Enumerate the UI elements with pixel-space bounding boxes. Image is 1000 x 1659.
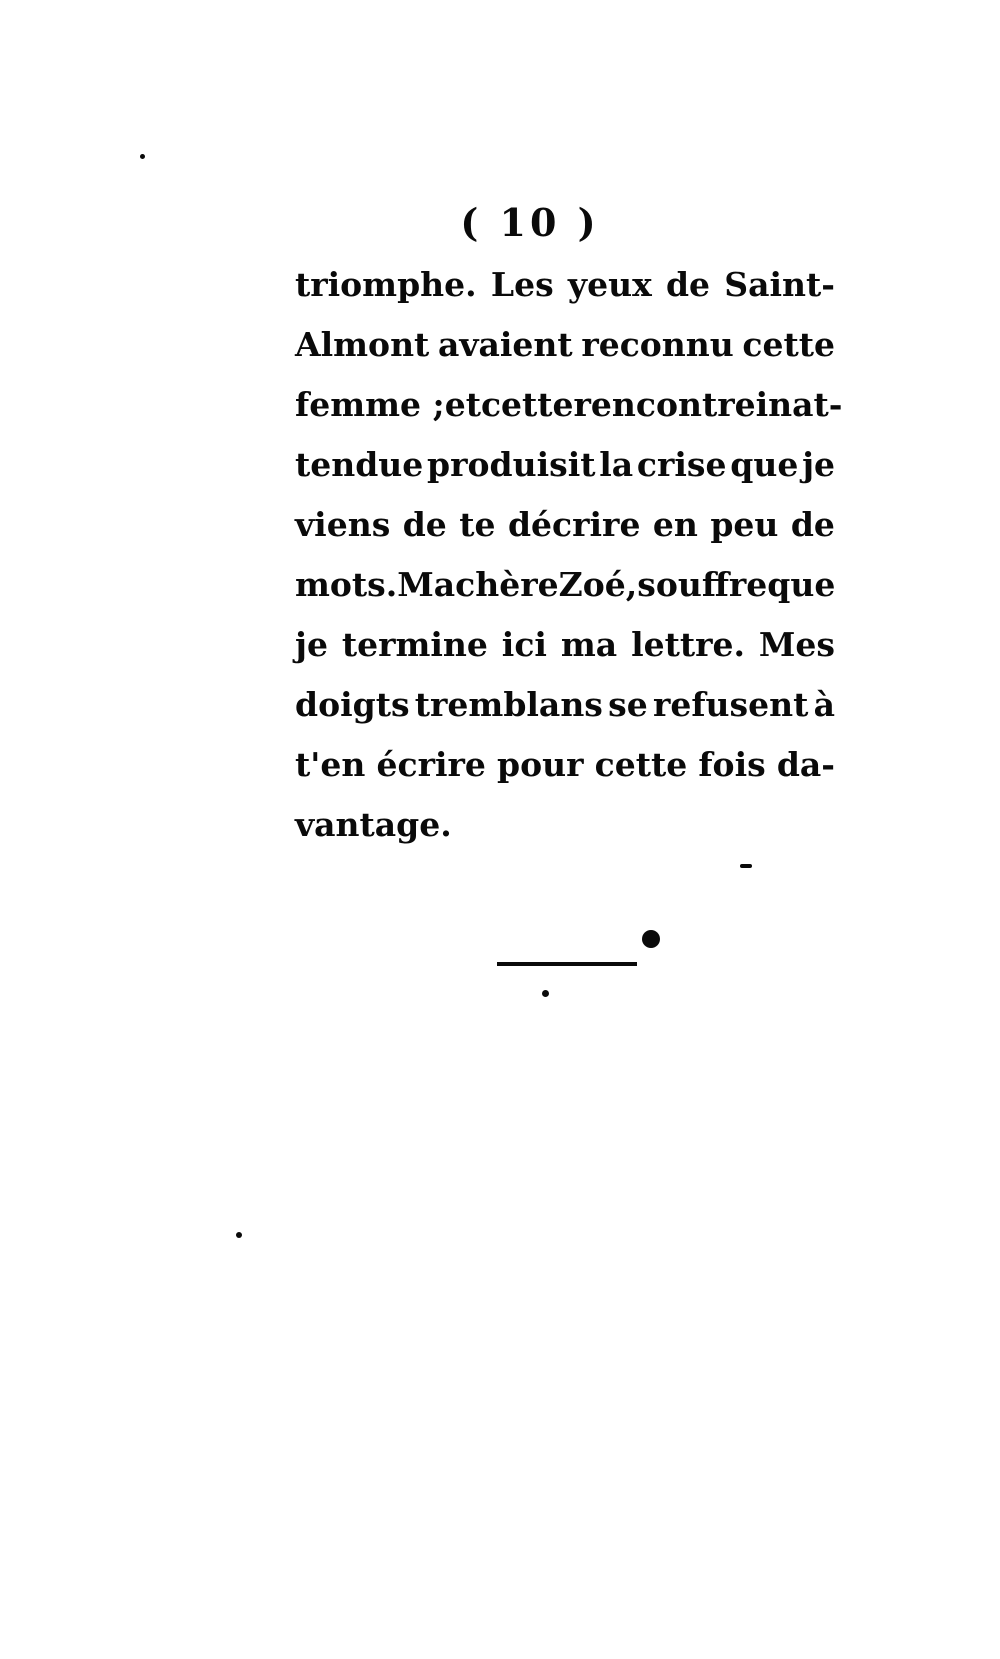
ink-speck (140, 154, 145, 159)
text-line (295, 435, 835, 495)
word: en (652, 505, 698, 544)
word: souffre (637, 565, 768, 604)
word: termine (341, 625, 488, 664)
word: mots. (295, 565, 398, 604)
word: pour (497, 745, 584, 784)
word: je (802, 445, 835, 484)
word: produisit (427, 445, 596, 484)
text-line (295, 795, 835, 855)
word: chère (455, 565, 559, 604)
word: Saint- (724, 265, 835, 304)
body-text (295, 255, 843, 855)
word: inat- (755, 385, 843, 424)
ink-speck (642, 930, 660, 948)
page-number: ( 10 ) (460, 200, 600, 245)
word: Almont (295, 325, 430, 364)
word: décrire (507, 505, 641, 544)
text-line (295, 315, 835, 375)
word: fois (698, 745, 766, 784)
ink-speck (542, 990, 549, 997)
word: la (599, 445, 634, 484)
text-line (295, 495, 835, 555)
word: vantage. (295, 805, 452, 844)
word: te (459, 505, 496, 544)
word: cette (480, 385, 574, 424)
word: Ma (397, 565, 456, 604)
word: refusent (652, 685, 809, 724)
word: et (444, 385, 481, 424)
word: peu (710, 505, 779, 544)
word: de (790, 505, 835, 544)
word: femme ; (295, 385, 445, 424)
word: de (402, 505, 447, 544)
word: Mes (758, 625, 835, 664)
text-line (295, 255, 835, 315)
word: cette (594, 745, 688, 784)
word: à (813, 685, 835, 724)
word: rencontre (573, 385, 756, 424)
word: cette (742, 325, 835, 364)
word: viens (295, 505, 391, 544)
word: avaient (437, 325, 573, 364)
text-line (295, 735, 835, 795)
word: triomphe. (295, 265, 477, 304)
word: crise (636, 445, 727, 484)
word: de (665, 265, 711, 304)
text-line (295, 555, 835, 615)
word: écrire (376, 745, 486, 784)
word: se (608, 685, 648, 724)
word: tremblans (414, 685, 603, 724)
word: doigts (295, 685, 410, 724)
word: tendue (295, 445, 424, 484)
word: lettre. (631, 625, 745, 664)
word: Zoé, (558, 565, 638, 604)
text-line (295, 615, 835, 675)
ink-speck (740, 864, 752, 868)
word: ma (560, 625, 618, 664)
word: reconnu (581, 325, 734, 364)
text-line (295, 375, 843, 435)
end-ornament-rule (497, 962, 637, 966)
word: que (730, 445, 799, 484)
ink-speck (236, 1232, 242, 1238)
word: yeux (567, 265, 652, 304)
word: ici (501, 625, 547, 664)
word: Les (490, 265, 554, 304)
text-line (295, 675, 835, 735)
word: t'en (295, 745, 366, 784)
word: da- (776, 745, 835, 784)
word: je (295, 625, 328, 664)
word: que (767, 565, 836, 604)
